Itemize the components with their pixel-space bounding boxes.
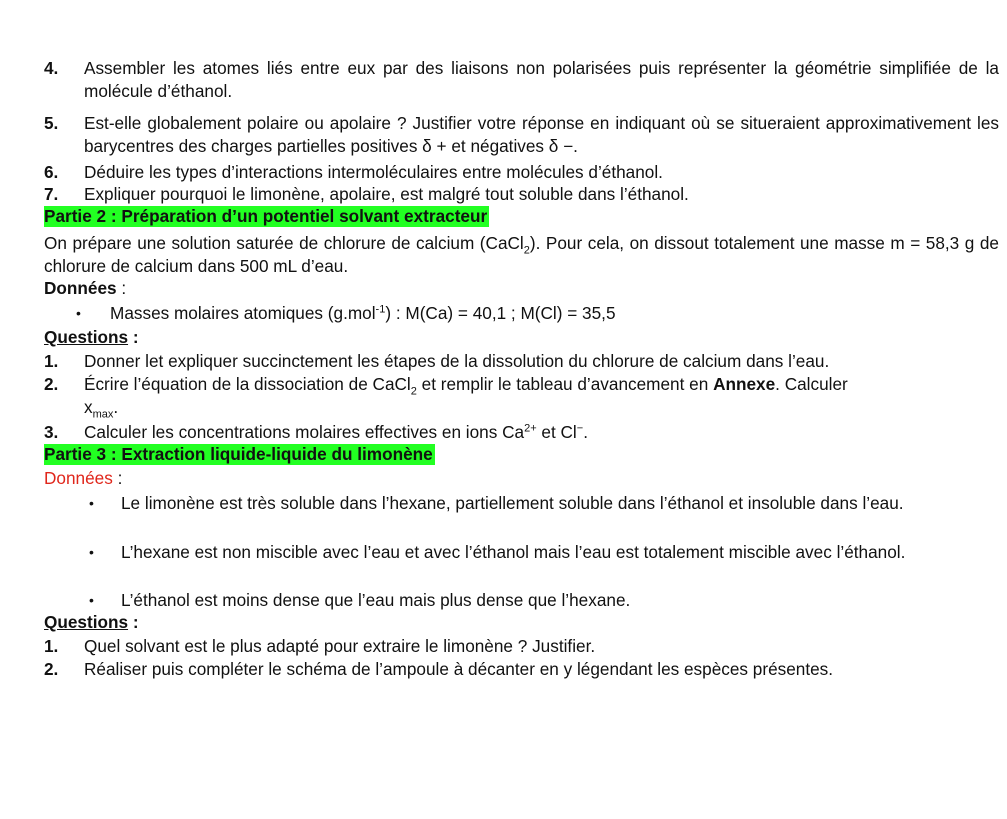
question-number: 5.: [44, 113, 59, 133]
question-number: 2.: [44, 374, 59, 394]
donnee-ethanol: L’éthanol est moins dense que l’eau mais plus dense que l’hexane.: [121, 590, 631, 610]
bullet-icon: •: [89, 495, 94, 511]
questions-label: Questions :: [44, 327, 139, 347]
question-number: 3.: [44, 422, 59, 442]
part-3-question-2: Réaliser puis compléter le schéma de l’ampoule à décanter en y légendant les espèces présentes.: [84, 659, 834, 679]
part-2-question-2-xmax: $x_{max}$.: [84, 397, 119, 421]
donnees-label-red: Données :: [44, 468, 123, 488]
donnee-masses-molaires: Masses molaires atomiques (g.mol$^{-1}$) : M(Ca) = 40,1 ; M(Cl) = 35,5: [110, 303, 616, 323]
question-number: 6.: [44, 162, 59, 182]
question-number: 7.: [44, 184, 59, 204]
question-7-text: Expliquer pourquoi le limonène, apolaire, est malgré tout soluble dans l’éthanol.: [84, 184, 689, 204]
bullet-icon: •: [89, 544, 94, 560]
bullet-icon: •: [89, 592, 94, 608]
donnee-limonene: Le limonène est très soluble dans l’hexane, partiellement soluble dans l’éthanol et insoluble dans l’eau.: [121, 493, 904, 513]
questions-label: Questions :: [44, 612, 139, 632]
question-number: 1.: [44, 636, 59, 656]
part-2-question-2: Écrire l’équation de la dissociation de CaCl$_2$ et remplir le tableau d’avancement en Annexe. Calculer: [84, 374, 848, 398]
part-3-heading: Partie 3 : Extraction liquide-liquide du limonène: [44, 444, 433, 464]
question-4-text: Assembler les atomes liés entre eux par des liaisons non polarisées puis représenter la géométrie simplifiée de la molécule d’éthanol.: [84, 58, 999, 101]
part-3-question-1: Quel solvant est le plus adapté pour extraire le limonène ? Justifier.: [84, 636, 596, 656]
question-6-text: Déduire les types d’interactions intermoléculaires entre molécules d’éthanol.: [84, 162, 663, 182]
part-2-heading: Partie 2 : Préparation d’un potentiel solvant extracteur: [44, 206, 488, 226]
question-number: 4.: [44, 58, 59, 78]
bullet-icon: •: [76, 305, 81, 321]
part-2-question-3: Calculer les concentrations molaires effectives en ions $Ca^{2+}$ et Cl−.: [84, 422, 588, 442]
question-number: 1.: [44, 351, 59, 371]
donnees-label: Données :: [44, 278, 127, 298]
question-number: 2.: [44, 659, 59, 679]
question-5-text: Est-elle globalement polaire ou apolaire ? Justifier votre réponse en indiquant où se situeraient approximativement les barycentres des charges partielles positives δ + et négatives δ −.: [84, 113, 999, 156]
part-2-question-1: Donner let expliquer succinctement les étapes de la dissolution du chlorure de calcium dans l’eau.: [84, 351, 830, 371]
donnee-hexane: L’hexane est non miscible avec l’eau et avec l’éthanol mais l’eau est totalement miscible avec l’éthanol.: [121, 542, 906, 562]
part-2-intro: On prépare une solution saturée de chlorure de calcium (CaCl$_2$). Pour cela, on dissout totalement une masse m = 58,3 g de chlorure de calcium dans 500 mL d’eau.: [44, 233, 999, 276]
